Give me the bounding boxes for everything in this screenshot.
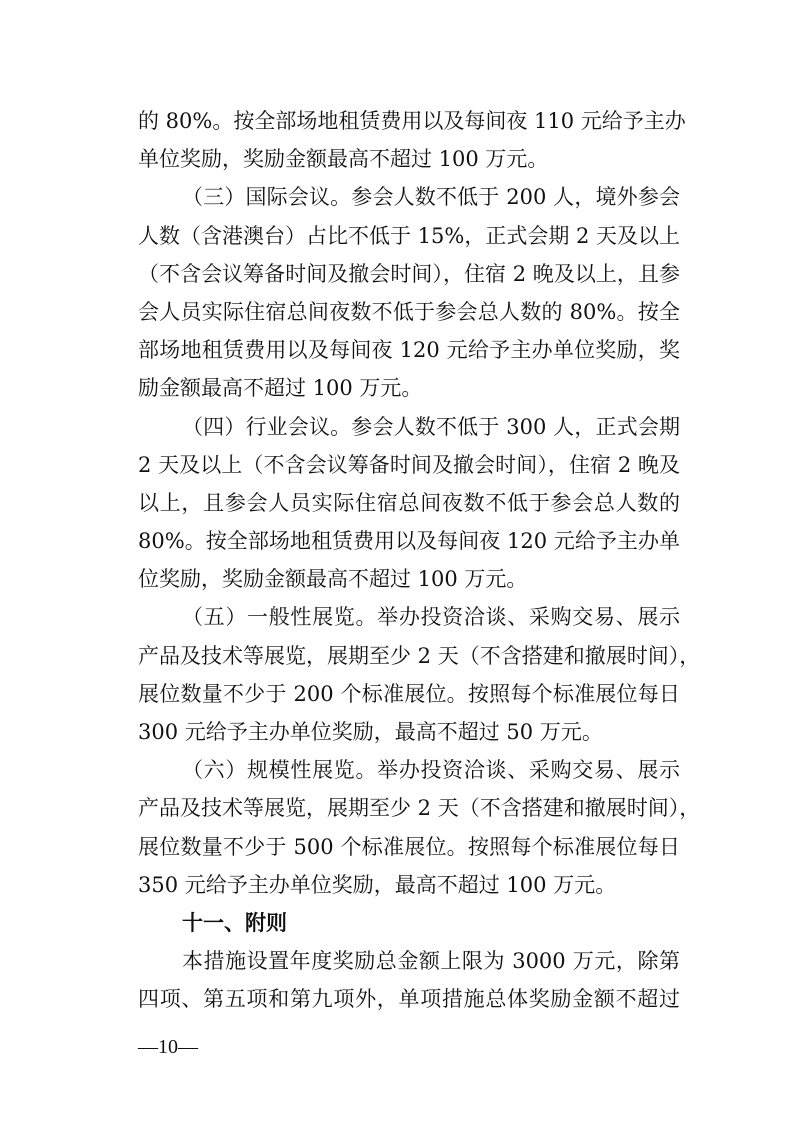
- text-line: 部场地租赁费用以及每间夜 120 元给予主办单位奖励，奖: [138, 338, 680, 363]
- text-line: 的 80%。按全部场地租赁费用以及每间夜 110 元给予主办: [138, 109, 686, 133]
- text-line: 展位数量不少于 200 个标准展位。按照每个标准展位每日: [138, 681, 680, 706]
- page-number: —10—: [138, 1036, 198, 1058]
- paragraph: [138, 102, 686, 178]
- paragraph: [138, 408, 680, 599]
- paragraph: [138, 178, 680, 407]
- text-line: 300 元给予主办单位奖励，最高不超过 50 万元。: [138, 720, 603, 744]
- text-line: 励金额最高不超过 100 万元。: [138, 376, 423, 401]
- text-line: 会人员实际住宿总间夜数不低于参会总人数的 80%。按全: [138, 299, 680, 324]
- text-line: 以上，且参会人员实际住宿总间夜数不低于参会总人数的: [138, 490, 680, 515]
- text-line: 350 元给予主办单位奖励，最高不超过 100 万元。: [138, 872, 617, 897]
- text-line: 产品及技术等展览，展期至少 2 天（不含搭建和撤展时间），: [138, 796, 701, 821]
- paragraph: [138, 942, 680, 1018]
- text-line: 产品及技术等展览，展期至少 2 天（不含搭建和撤展时间），: [138, 643, 701, 668]
- text-line: （四）行业会议。参会人数不低于 300 人，正式会期: [182, 414, 680, 439]
- text-line: 2 天及以上（不含会议筹备时间及撤会时间），住宿 2 晚及: [138, 452, 680, 477]
- text-line: 展位数量不少于 500 个标准展位。按照每个标准展位每日: [138, 834, 680, 859]
- text-line: 人数（含港澳台）占比不低于 15%，正式会期 2 天及以上: [138, 223, 681, 248]
- text-line: （不含会议筹备时间及撤会时间），住宿 2 晚及以上，且参: [138, 261, 680, 286]
- text-line: （三）国际会议。参会人数不低于 200 人，境外参会: [182, 185, 680, 210]
- text-line: 位奖励，奖励金额最高不超过 100 万元。: [138, 567, 528, 592]
- text-line: 四项、第五项和第九项外，单项措施总体奖励金额不超过: [138, 987, 680, 1012]
- text-line: 本措施设置年度奖励总金额上限为 3000 万元，除第: [182, 949, 680, 974]
- paragraph: [138, 598, 701, 751]
- text-line: 单位奖励，奖励金额最高不超过 100 万元。: [138, 147, 549, 172]
- text-line: （五）一般性展览。举办投资洽谈、采购交易、展示: [182, 605, 680, 630]
- text-line: 80%。按全部场地租赁费用以及每间夜 120 元给予主办单: [138, 529, 680, 554]
- section-heading: [138, 904, 680, 942]
- document-body: [138, 102, 701, 1019]
- paragraph: [138, 751, 701, 904]
- text-line: （六）规模性展览。举办投资洽谈、采购交易、展示: [182, 758, 680, 783]
- text-line: 十一、附则: [182, 910, 287, 935]
